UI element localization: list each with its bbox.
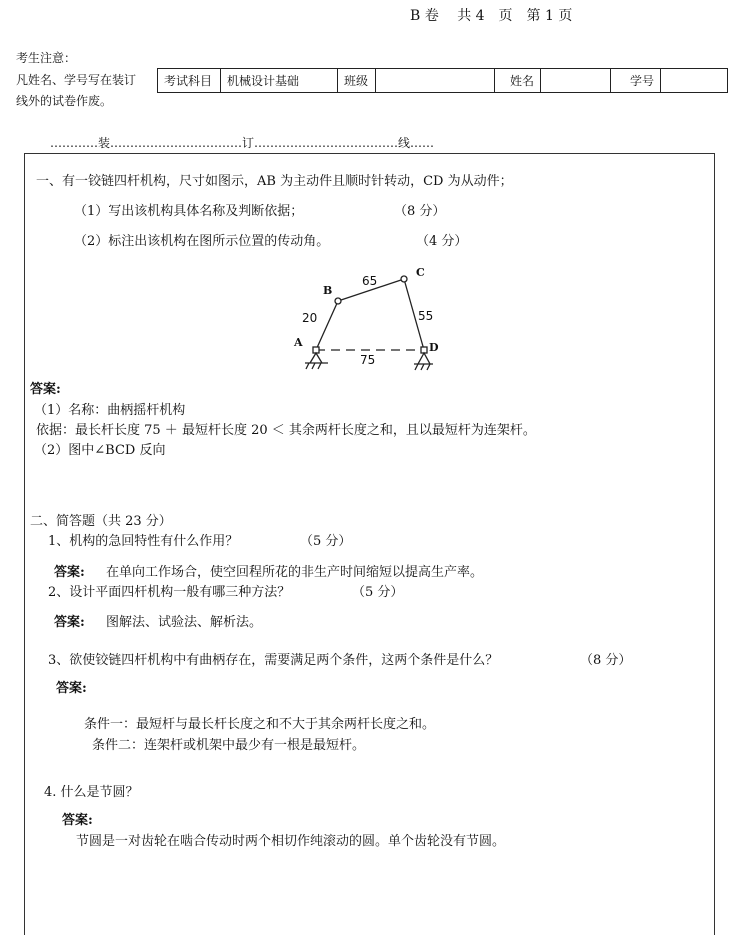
subject-label: 考试科目 <box>158 69 221 93</box>
q1-sub1-score: （8 分） <box>394 204 446 219</box>
length-ab: 20 <box>302 311 318 325</box>
joint-c <box>401 276 407 282</box>
id-label: 学号 <box>611 69 661 93</box>
q2-3-answer: 条件一：最短杆与最长杆长度之和不大于其余两杆长度之和。 <box>84 717 436 732</box>
q2-2-answer-label: 答案: <box>54 615 85 630</box>
ground-a-icon <box>305 353 328 369</box>
q2-2-answer: 图解法、试验法、解析法。 <box>106 615 263 630</box>
q2-3-score: （8 分） <box>580 653 632 668</box>
q2-4-answer-label: 答案: <box>62 813 93 828</box>
q2-3-answer2: 条件二：连架杆或机架中最少有一根是最短杆。 <box>92 738 366 753</box>
q1-sub1: （1）写出该机构具体名称及判断依据； <box>74 204 304 219</box>
label-b: B <box>323 284 333 297</box>
q2-3-answer-label: 答案: <box>56 681 87 696</box>
joint-b <box>335 298 341 304</box>
label-d: D <box>429 341 439 354</box>
q2-1-question: 1、机构的急回特性有什么作用？ <box>48 534 239 549</box>
q1-answer2: 依据：最长杆长度 75 ＋ 最短杆长度 20 ＜ 其余两杆长度之和，且以最短杆为连架杆。 <box>36 423 536 438</box>
name-label: 姓名 <box>495 69 541 93</box>
notice-title: 考生注意： <box>16 51 77 65</box>
q2-1-answer-label: 答案: <box>54 565 85 580</box>
paper-info: B 卷 共 4 页 第 1 页 <box>410 8 573 24</box>
q2-2-score: （5 分） <box>352 585 404 600</box>
q1-title: 一、有一铰链四杆机构，尺寸如图示，AB 为主动件且顺时针转动，CD 为从动件； <box>36 174 513 189</box>
q1-sub2-score: （4 分） <box>416 234 468 249</box>
q2-title: 二、简答题（共 23 分） <box>30 514 172 529</box>
q1-answer3: （2）图中∠BCD 反向 <box>34 443 166 458</box>
q2-4-answer: 节圆是一对齿轮在啮合传动时两个相切作纯滚动的圆。单个齿轮没有节圆。 <box>76 834 506 849</box>
q1-answer1: （1）名称：曲柄摇杆机构 <box>34 403 186 418</box>
q1-answer-label: 答案: <box>30 382 61 397</box>
label-a: A <box>294 336 303 349</box>
link-ab <box>316 301 338 350</box>
binding-line: …………装……………………………订………………………………线…… <box>50 136 435 150</box>
q2-1-answer: 在单向工作场合，使空回程所花的非生产时间缩短以提高生产率。 <box>106 565 484 580</box>
class-label: 班级 <box>338 69 376 93</box>
notice-line1: 凡姓名、学号写在装订 <box>16 73 137 87</box>
q2-1-score: （5 分） <box>300 534 352 549</box>
length-ad: 75 <box>360 353 376 367</box>
subject-value: 机械设计基础 <box>221 69 338 93</box>
q2-2-question: 2、设计平面四杆机构一般有哪三种方法？ <box>48 585 291 600</box>
q2-4-question: 4. 什么是节圆？ <box>44 785 139 800</box>
q1-sub2: （2）标注出该机构在图所示位置的传动角。 <box>74 234 330 249</box>
length-cd: 55 <box>418 309 434 323</box>
label-c: C <box>416 266 425 279</box>
length-bc: 65 <box>362 274 378 288</box>
notice-line2: 线外的试卷作废。 <box>16 94 113 108</box>
q2-3-question: 3、欲使铰链四杆机构中有曲柄存在，需要满足两个条件，这两个条件是什么？ <box>48 653 499 668</box>
